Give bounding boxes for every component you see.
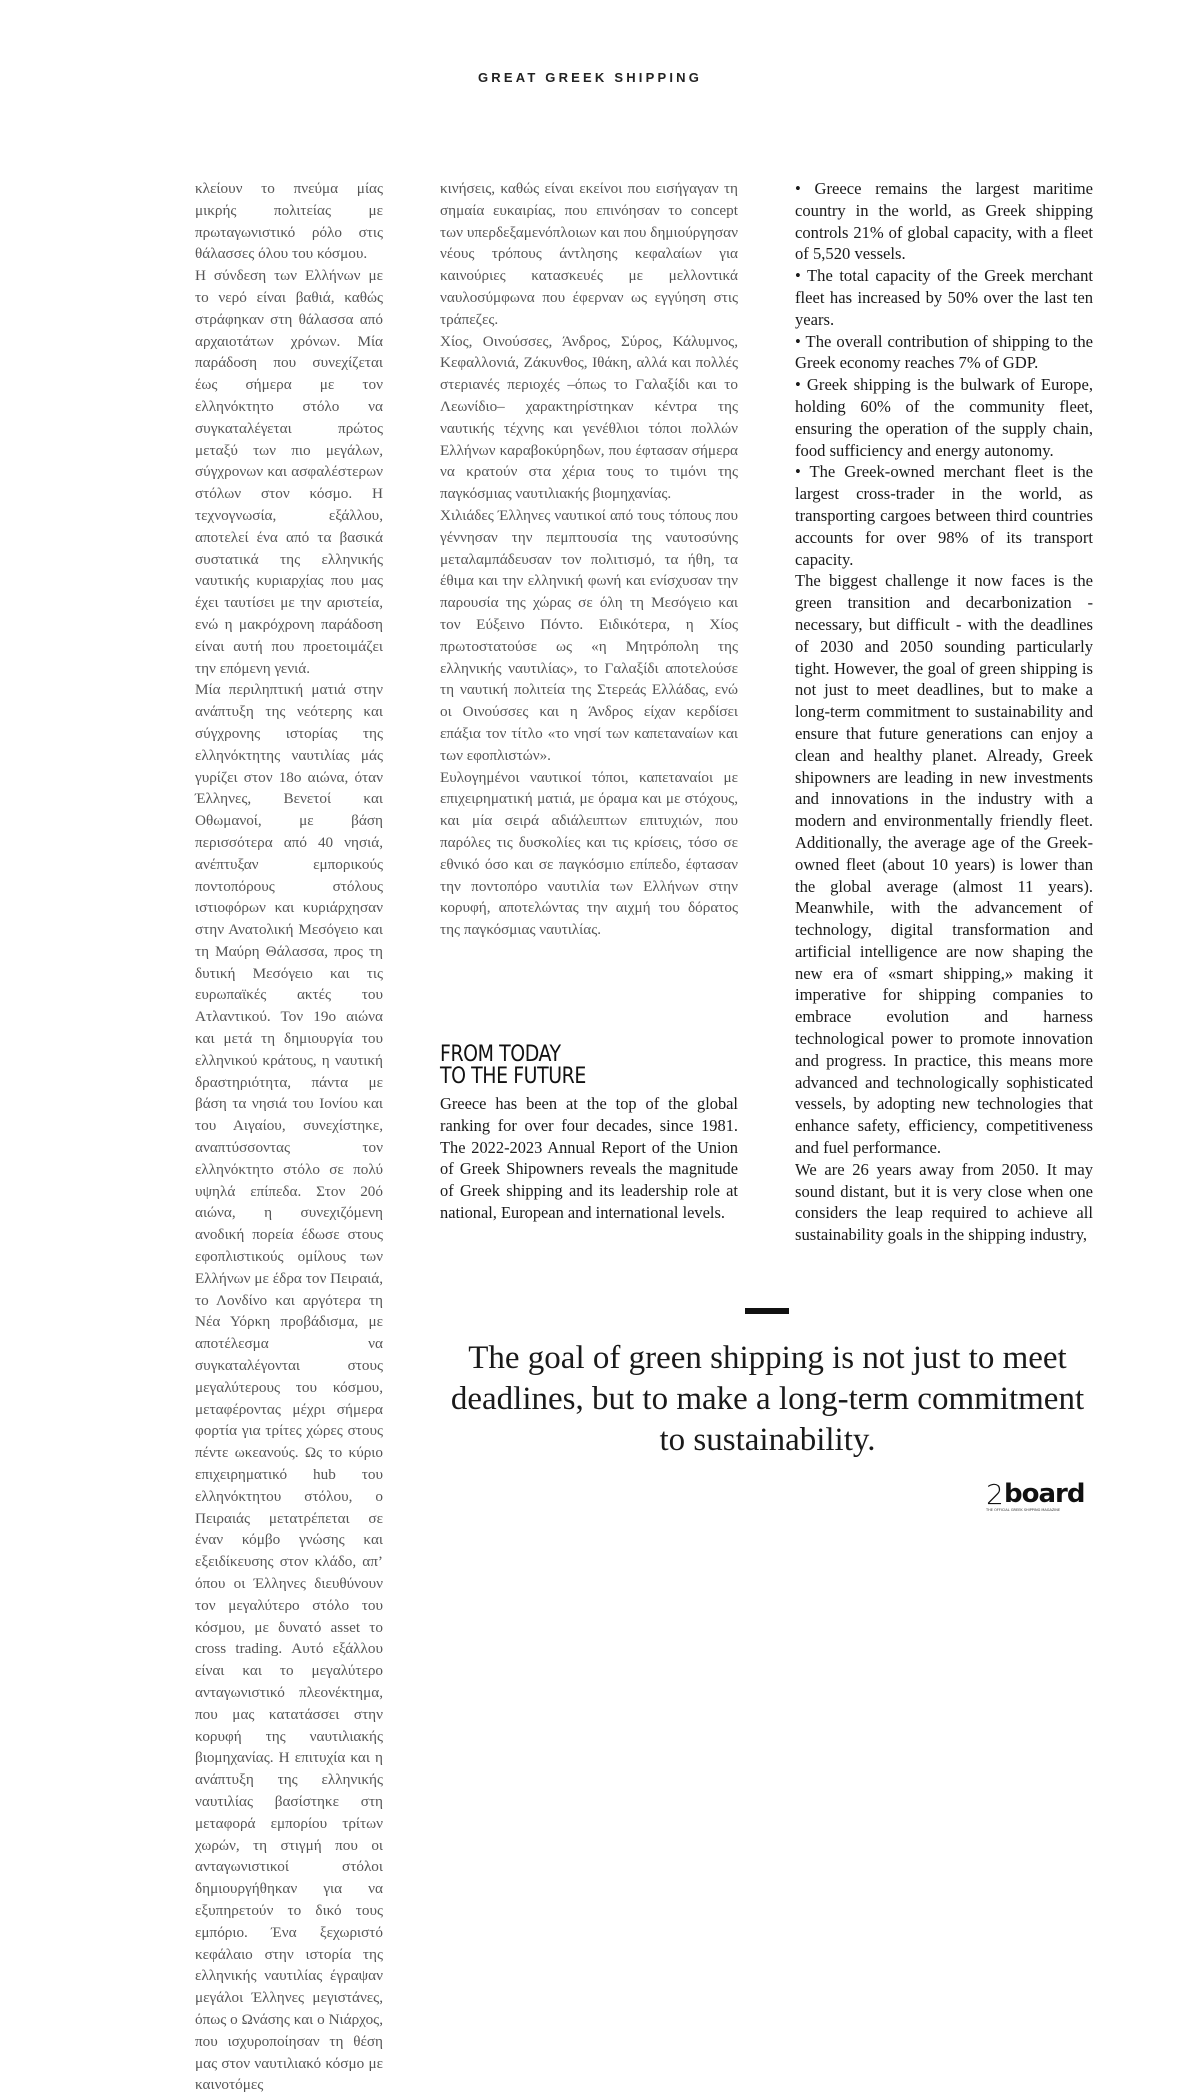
logo-tagline: THE OFFICIAL GREEK SHIPPING MAGAZINE [986,1508,1061,1512]
left-paragraph-2: Η σύνδεση των Ελλήνων με το νερό είναι βαθιά, καθώς στράφηκαν στη θάλασσα από αρχαιοτάτων χρόνων. Μία παράδοση που συνεχίζεται έως σήμερα με τον ελληνόκτητο στόλο να συγκαταλέγεται πρώτος μεταξύ των πιο μεγάλων, σύγχρονων και ασφαλέστερων στόλων στον κόσμο. Η τεχνογνωσία, εξάλλου, αποτελεί ένα από τα βασικά συστατικά της ελληνικής ναυτικής κυριαρχίας που μας έχει ταυτίσει με την αριστεία, ενώ η μακρόχρονη παράδοση είναι αυτή που προετοιμάζει την επόμενη γενιά. [195,267,383,677]
left-paragraph-3: Μία περιληπτική ματιά στην ανάπτυξη της νεότερης και σύγχρονης ιστορίας της ελληνόκτητης ναυτιλίας μάς γυρίζει στον 18ο αιώνα, όταν Έλληνες, Βενετοί και Οθωμανοί, με βάση περισσότερα από 40 νησιά, ανέπτυξαν εμπορικούς ποντοπόρους στόλους ιστιοφόρων και κυριάρχησαν στην Ανατολική Μεσόγειο και τη Μαύρη Θάλασσα, προς τη δυτική Μεσόγειο και τις ευρωπαϊκές ακτές του Ατλαντικού. Τον 19ο αιώνα και μετά τη δημιουργία του ελληνικού κράτους, η ναυτική δραστηριότητα, πάντα με βάση τα νησιά του Ιονίου και του Αιγαίου, συνεχίστηκε, αναπτύσσοντας τον ελληνόκτητο στόλο σε πολύ υψηλά επίπεδα. Στον 20ό αιώνα, η συνεχιζόμενη ανοδική πορεία έδωσε στους εφοπλιστικούς ομίλους των Ελλήνων με έδρα τον Πειραιά, το Λονδίνο και αργότερα τη Νέα Υόρκη προβάδισμα, με αποτέλεσμα να συγκαταλέγονται στους μεγαλύτερους του κόσμου, μεταφέροντας μέχρι σήμερα φορτία για τρίτες χώρες στους πέντε ωκεανούς. Ως το κύριο επιχειρηματικό hub του ελληνόκτητου στόλου, ο Πειραιάς μετατρέπεται σε έναν κόμβο γνώσης και εξειδίκευσης στον κλάδο, απ’ όπου οι Έλληνες διευθύνουν τον μεγαλύτερο στόλο του κόσμου, με δυνατό asset το cross trading. Αυτό εξάλλου είναι και το μεγαλύτερο ανταγωνιστικό πλεονέκτημα, που μας κατατάσσει στην κορυφή της ναυτιλιακής βιομηχανίας. Η επιτυχία και η ανάπτυξη της ελληνικής ναυτιλίας βασίστηκε στη μεταφορά εμπορίου τρίτων χωρών, τη στιγμή που οι ανταγωνιστικοί στόλοι δημιουργήθηκαν για να εξυπηρετούν το δικό τους εμπόριο. Ένα ξεχωριστό κεφάλαιο στην ιστορία της ελληνικής ναυτιλίας έγραψαν μεγάλοι Έλληνες μεγιστάνες, όπως ο Ωνάσης και ο Νιάρχος, που ισχυροποίησαν τη θέση μας στον ναυτιλιακό κόσμο με καινοτόμες [195,681,383,2094]
middle-paragraph-4: Ευλογημένοι ναυτικοί τόποι, καπεταναίοι με επιχειρηματική ματιά, με όραμα και με στόχους, και μία σειρά αδιάλειπτων επιτυχιών, που παρόλες τις δυσκολίες και τις κρίσεις, τόσο σε εθνικό όσο και σε παγκόσμιο επίπεδο, έφτασαν την ποντοπόρο ναυτιλία των Ελλήνων στην κορυφή, αποτελώντας την αιχμή του δόρατος της παγκόσμιας ναυτιλίας. [440,768,738,939]
middle-paragraph-1: κινήσεις, καθώς είναι εκείνοι που εισήγαγαν τη σημαία ευκαιρίας, που επινόησαν το concept των υπερδεξαμενόπλοιων και που δημιούργησαν νέους τρόπους άντλησης κεφαλαίων για καινούριες κατασκευές με μελλοντικά ναυλοσύμφωνα που έφερναν ως εγγύηση στις τράπεζες. [440,180,738,328]
logo-number: 2 [986,1478,1004,1511]
bullet-1: • Greece remains the largest maritime country in the world, as Greek shipping controls 21% of global capacity, with a fleet of 5,520 vessels. [795,179,1093,264]
left-column [195,178,383,2096]
bullet-5: • The Greek-owned merchant fleet is the largest cross-trader in the world, as transporting cargoes between third countries accounts for over 98% of its transport capacity. [795,462,1093,569]
section-heading [440,1044,586,1088]
middle-paragraph-2: Χίος, Οινούσσες, Άνδρος, Σύρος, Κάλυμνος, Κεφαλλονιά, Ζάκυνθος, Ιθάκη, αλλά και πολλές στεριανές περιοχές –όπως το Γαλαξίδι και το Λεωνίδιο– χαρακτηρίστηκαν κέντρα της ναυτικής τέχνης και γενέθλιοι τόποι πολλών Ελλήνων καραβοκύρηδων, που έφτασαν σήμερα να κρατούν στα χέρια τους το τιμόνι της παγκόσμιας ναυτιλιακής βιομηχανίας. [440,332,738,503]
pull-quote: The goal of green shipping is not just to meet deadlines, but to make a long-term commitment to sustainability. [450,1340,1085,1458]
bullet-2: • The total capacity of the Greek merchant fleet has increased by 50% over the last ten years. [795,266,1093,329]
middle-paragraph-3: Χιλιάδες Έλληνες ναυτικοί από τους τόπους που γέννησαν την πεμπτουσία της ναυτοσύνης μεταλαμπάδευσαν τον πολιτισμό, τα ήθη, τα έθιμα και την ελληνική φωνή και ενίσχυσαν την παρουσία της χώρας σε όλη τη Μεσόγειο και τον Εύξεινο Πόντο. Ειδικότερα, η Χίος πρωτοστατούσε ως «η Μητρόπολη της ελληνικής ναυτιλίας», το Γαλαξίδι αποτελούσε τη ναυτική πολιτεία της Στερεάς Ελλάδας, ενώ οι Οινούσσες και η Άνδρος είχαν κερδίσει επάξια τον τίτλο «το νησί των καπεταναίων και των εφοπλιστών». [440,506,738,764]
running-header: GREAT GREEK SHIPPING [477,70,703,85]
right-paragraph-1: The biggest challenge it now faces is the green transition and decarbonization - necessary, but difficult - with the deadlines of 2030 and 2050 sounding particularly tight. However, the goal of green shipping is not just to meet deadlines, but to make a long-term commitment to sustainability and ensure that future generations can enjoy a clean and healthy planet. Already, Greek shipowners are leading in new investments and innovations in the industry with a modern and environmentally friendly fleet. Additionally, the average age of the Greek-owned fleet (about 10 years) is lower than the global average (almost 11 years). Meanwhile, with the advancement of technology, digital transformation and artificial intelligence are now shaping the new era of «smart shipping,» making it imperative for shipping companies to embrace evolution and harness technological power to promote innovation and progress. In practice, this means more advanced and technologically sophisticated vessels, by adopting new technologies that enhance safety, efficiency, competitiveness and fuel performance. [795,571,1093,1158]
right-paragraph-2: We are 26 years away from 2050. It may sound distant, but it is very close when one considers the leap required to achieve all sustainability goals in the shipping industry, [795,1159,1093,1245]
quote-rule [745,1308,789,1314]
logo-word: board [1004,1479,1085,1509]
bullet-3: • The overall contribution of shipping to the Greek economy reaches 7% of GDP. [795,331,1093,373]
bullet-4: • Greek shipping is the bulwark of Europe, holding 60% of the community fleet, ensuring the operation of the supply chain, food sufficiency and energy autonomy. [795,375,1093,460]
middle-column [440,178,738,941]
left-paragraph-1: κλείουν το πνεύμα μίας μικρής πολιτείας με πρωταγωνιστικό ρόλο στις θάλασσες όλου του κόσμου. [195,180,383,263]
section-heading-line-2: TO THE FUTURE [440,1064,586,1089]
section-heading-line-1: FROM TODAY [440,1042,561,1067]
section-intro: Greece has been at the top of the global ranking for over four decades, since 1981. The 2022-2023 Annual Report of the Union of Greek Shipowners reveals the magnitude of Greek shipping and its leadership role at national, European and international levels. [440,1094,738,1222]
right-column [795,178,1093,1246]
